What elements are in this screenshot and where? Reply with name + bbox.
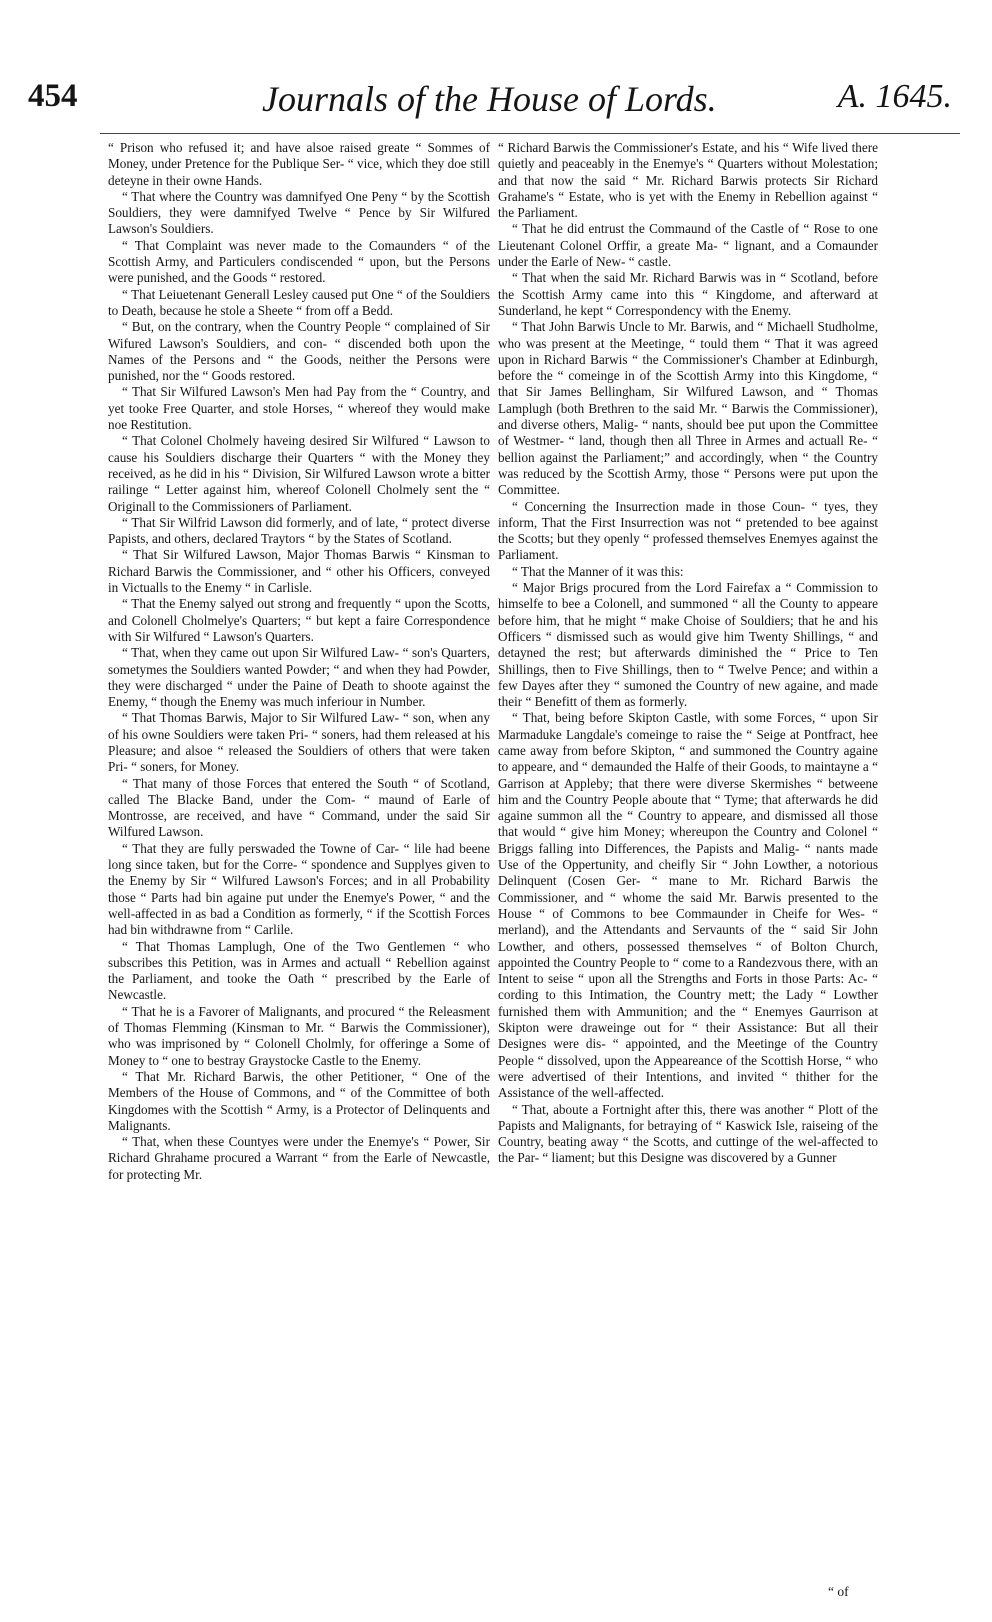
paragraph: “ That Sir Wilfrid Lawson did formerly, and of late, “ protect diverse Papists, and others, declared Traytors “ by the States of Scotland. (108, 514, 490, 547)
paragraph: “ That he is a Favorer of Malignants, and procured “ the Releasment of Thomas Flemming (Kinsman to Mr. “ Barwis the Commissioner), who was imprisoned by “ Colonell Cholmly, for offeringe a Some of Money to “ one to bestray Graystocke Castle to the Enemy. (108, 1003, 490, 1068)
paragraph: “ That Colonel Cholmely haveing desired Sir Wilfured “ Lawson to cause his Souldiers discharge their Quarters “ with the Money they received, as he did in his “ Division, Sir Wilfured Lawson wrote a bitter railinge “ Letter against him, whereof Colonell Cholmely sent the “ Originall to the Commissioners of Parliament. (108, 433, 490, 514)
paragraph: “ That, aboute a Fortnight after this, there was another “ Plott of the Papists and Malignants, for betraying of “ Kaswick Isle, raiseing of the Country, beating away “ the Scotts, and cuttinge of the wel-affected to the Par- “ liament; but this Designe was discovered by a Gunner (498, 1101, 878, 1166)
paragraph: “ That the Enemy salyed out strong and frequently “ upon the Scotts, and Colonell Cholmelye's Quarters; “ but kept a faire Correspondence with Sir Wilfured “ Lawson's Quarters. (108, 596, 490, 644)
right-column (498, 140, 878, 1602)
paragraph: “ Concerning the Insurrection made in those Coun- “ tyes, they inform, That the First Insurrection was not “ pretended to bee against the Scotts; but they openly “ professed themselves Enemyes against the Parliament. (498, 498, 878, 563)
paragraph: “ That Leiuetenant Generall Lesley caused put One “ of the Souldiers to Death, because he stole a Sheete “ from off a Bedd. (108, 286, 490, 318)
paragraph: “ Richard Barwis the Commissioner's Estate, and his “ Wife lived there quietly and peaceably in the Enemye's “ Quarters without Molestation; and that now the said “ Mr. Richard Barwis protects Sir Richard Grahame's “ Estate, who is yet with the Enemy in Rebellion against “ the Parliament. (498, 140, 878, 221)
paragraph: “ That John Barwis Uncle to Mr. Barwis, and “ Michaell Studholme, who was present at the Meetinge, “ tould them “ That it was agreed upon in Richard Barwis “ the Commissioner's Chamber at Edinburgh, before the “ comeinge in of the Scottish Army into this Kingdome, “ that Sir James Bellingham, Sir Wilfured Lawson, and “ Thomas Lamplugh (both Brethren to the said Mr. “ Barwis the Commissioner), and diverse others, Malig- “ nants, should bee put upon the Committee of Westmer- “ land, though then all Three in Armes and actuall Re- “ bellion against the Parliament;” and accordingly, when “ the Country was reduced by the Scottish Army, those “ Persons were put upon the Committee. (498, 319, 878, 498)
running-title: Journals of the House of Lords. (262, 79, 717, 119)
paragraph: “ That Mr. Richard Barwis, the other Petitioner, “ One of the Members of the House of Commons, and “ of the Committee of both Kingdomes with the Scottish “ Army, is a Protector of Delinquents and Malignants. (108, 1068, 490, 1133)
paragraph: “ That where the Country was damnifyed One Peny “ by the Scottish Souldiers, they were damnifyed Twelve “ Pence by Sir Wilfured Lawson's Souldiers. (108, 188, 490, 237)
header-rule (100, 133, 960, 134)
year-marker: A. 1645. (837, 78, 952, 115)
paragraph: “ That, being before Skipton Castle, with some Forces, “ upon Sir Marmaduke Langdale's comeinge to raise the “ Seige at Pontfract, hee came away from before Skipton, “ and summoned the Country againe to appeare, and “ demaunded the Halfe of their Goods, to maintayne a “ Garrison at Appleby; that there were diverse Skermishes “ betweene him and the Country People aboute that “ Tyme; that afterwards he did againe summon all the “ Country to appeare, and dismissed all those that would “ give him Money; whereupon the Country and Colonel “ Briggs falling into Differences, the Papists and Malig- “ nants made Use of the Oppertunity, and cheifly Sir “ John Lowther, a notorious Delinquent (Cosen Ger- “ mane to Mr. Richard Barwis the Commissioner, and “ whome the said Mr. Barwis presented to the House “ of Commons to bee Commaunder in Cheife for Wes- “ merland), and the Attendants and Servaunts of the “ said Sir John Lowther, and others, possessed themselves “ of Bolton Church, appointed the Country People to “ come to a Randezvous there, with an Intent to seise “ upon all the Strengths and Forts in those Parts: Ac- “ cording to this Intimation, the Country mett; the Lady “ Lowther furnished them with Ammunition; and the “ Enemyes Gaurrison at Skipton were draweinge out for “ their Assistance: But all their Designes were dis- “ appointed, and the Meetinge of the Country People “ dissolved, upon the Appeareance of the Scottish Horse, “ who were advertised of their Intentions, and invited “ thither for the Assistance of the well-affected. (498, 710, 878, 1101)
paragraph: “ That he did entrust the Commaund of the Castle of “ Rose to one Lieutenant Colonel Orffir, a greate Ma- “ lignant, and a Comaunder under the Earle of New- “ castle. (498, 221, 878, 270)
catchword: “ of (828, 1584, 849, 1599)
page-number: 454 (28, 78, 78, 114)
paragraph: “ That the Manner of it was this: (512, 563, 684, 579)
paragraph: “ That Complaint was never made to the Comaunders “ of the Scottish Army, and Particulers condiscended “ upon, but the Persons were punished, and the Goods “ restored. (108, 237, 490, 286)
paragraph: “ That Sir Wilfured Lawson's Men had Pay from the “ Country, and yet tooke Free Quarter, and stole Horses, “ whereof they would make noe Restitution. (108, 384, 490, 433)
paragraph: “ That many of those Forces that entered the South “ of Scotland, called The Blacke Band, under the Com- “ maund of Earle of Montrosse, are received, and have “ Command, under the said Sir Wilfured Lawson. (108, 775, 490, 840)
paragraph: “ But, on the contrary, when the Country People “ complained of Sir Wifured Lawson's Souldiers, and con- “ discended both upon the Names of the Persons and “ the Goods, neither the Persons were punished, nor the “ Goods restored. (108, 319, 490, 384)
paragraph: “ That, when they came out upon Sir Wilfured Law- “ son's Quarters, sometymes the Souldiers wanted Powder; “ and when they had Powder, they were discharged “ under the Paine of Death to shoote against the Enemy, “ though the Enemy was much inferiour in Number. (108, 645, 490, 710)
paragraph: “ That Thomas Lamplugh, One of the Two Gentlemen “ who subscribes this Petition, was in Armes and actuall “ Rebellion against the Parliament, and tooke the Oath “ prescribed by the Earle of Newcastle. (108, 938, 490, 1003)
paragraph: “ Major Brigs procured from the Lord Fairefax a “ Commission to himselfe to bee a Colonell, and summoned “ all the County to appeare before him, that he might “ make Choise of Souldiers; that he and his Officers “ dismissed such as would give him Twenty Shillings, “ and detayned the rest; but afterwards diminished the “ Price to Ten Shillings, then to Five Shillings, then to “ Twelve Pence; and within a few Dayes after they “ sumoned the Country of new againe, and made their “ Benefitt of them as formerly. (498, 580, 878, 710)
paragraph: “ That Sir Wilfured Lawson, Major Thomas Barwis “ Kinsman to Richard Barwis the Commissioner, and “ other his Officers, conveyed in Victualls to the Enemy “ in Carlisle. (108, 547, 490, 596)
paragraph: “ That when the said Mr. Richard Barwis was in “ Scotland, before the Scottish Army came into this “ Kingdome, and afterward at Sunderland, he kept “ Correspondency with the Enemy. (498, 270, 878, 318)
paragraph: “ Prison who refused it; and have alsoe raised greate “ Sommes of Money, under Pretence for the Publique Ser- “ vice, which they doe still deteyne in their owne Hands. (108, 140, 490, 188)
paragraph: “ That they are fully perswaded the Towne of Car- “ lile had beene long since taken, but for the Corre- “ spondence and Supplyes given to the Enemy by Sir “ Wilfured Lawson's Forces; and in all Probability those “ Parts had bin againe put under the Enemye's Power, “ and the well-affected in as bad a Condition as formerly, “ if the Scottish Forces had bin withdrawne from “ Carlile. (108, 840, 490, 938)
paragraph: “ That Thomas Barwis, Major to Sir Wilfured Law- “ son, when any of his owne Souldiers were taken Pri- “ soners, had them released at his Pleasure; and alsoe “ released the Souldiers of others that were taken Pri- “ soners, for Money. (108, 710, 490, 775)
left-column (108, 140, 490, 1602)
paragraph: “ That, when these Countyes were under the Enemye's “ Power, Sir Richard Ghrahame procured a Warrant “ from the Earle of Newcastle, for protecting Mr. (108, 1134, 490, 1182)
